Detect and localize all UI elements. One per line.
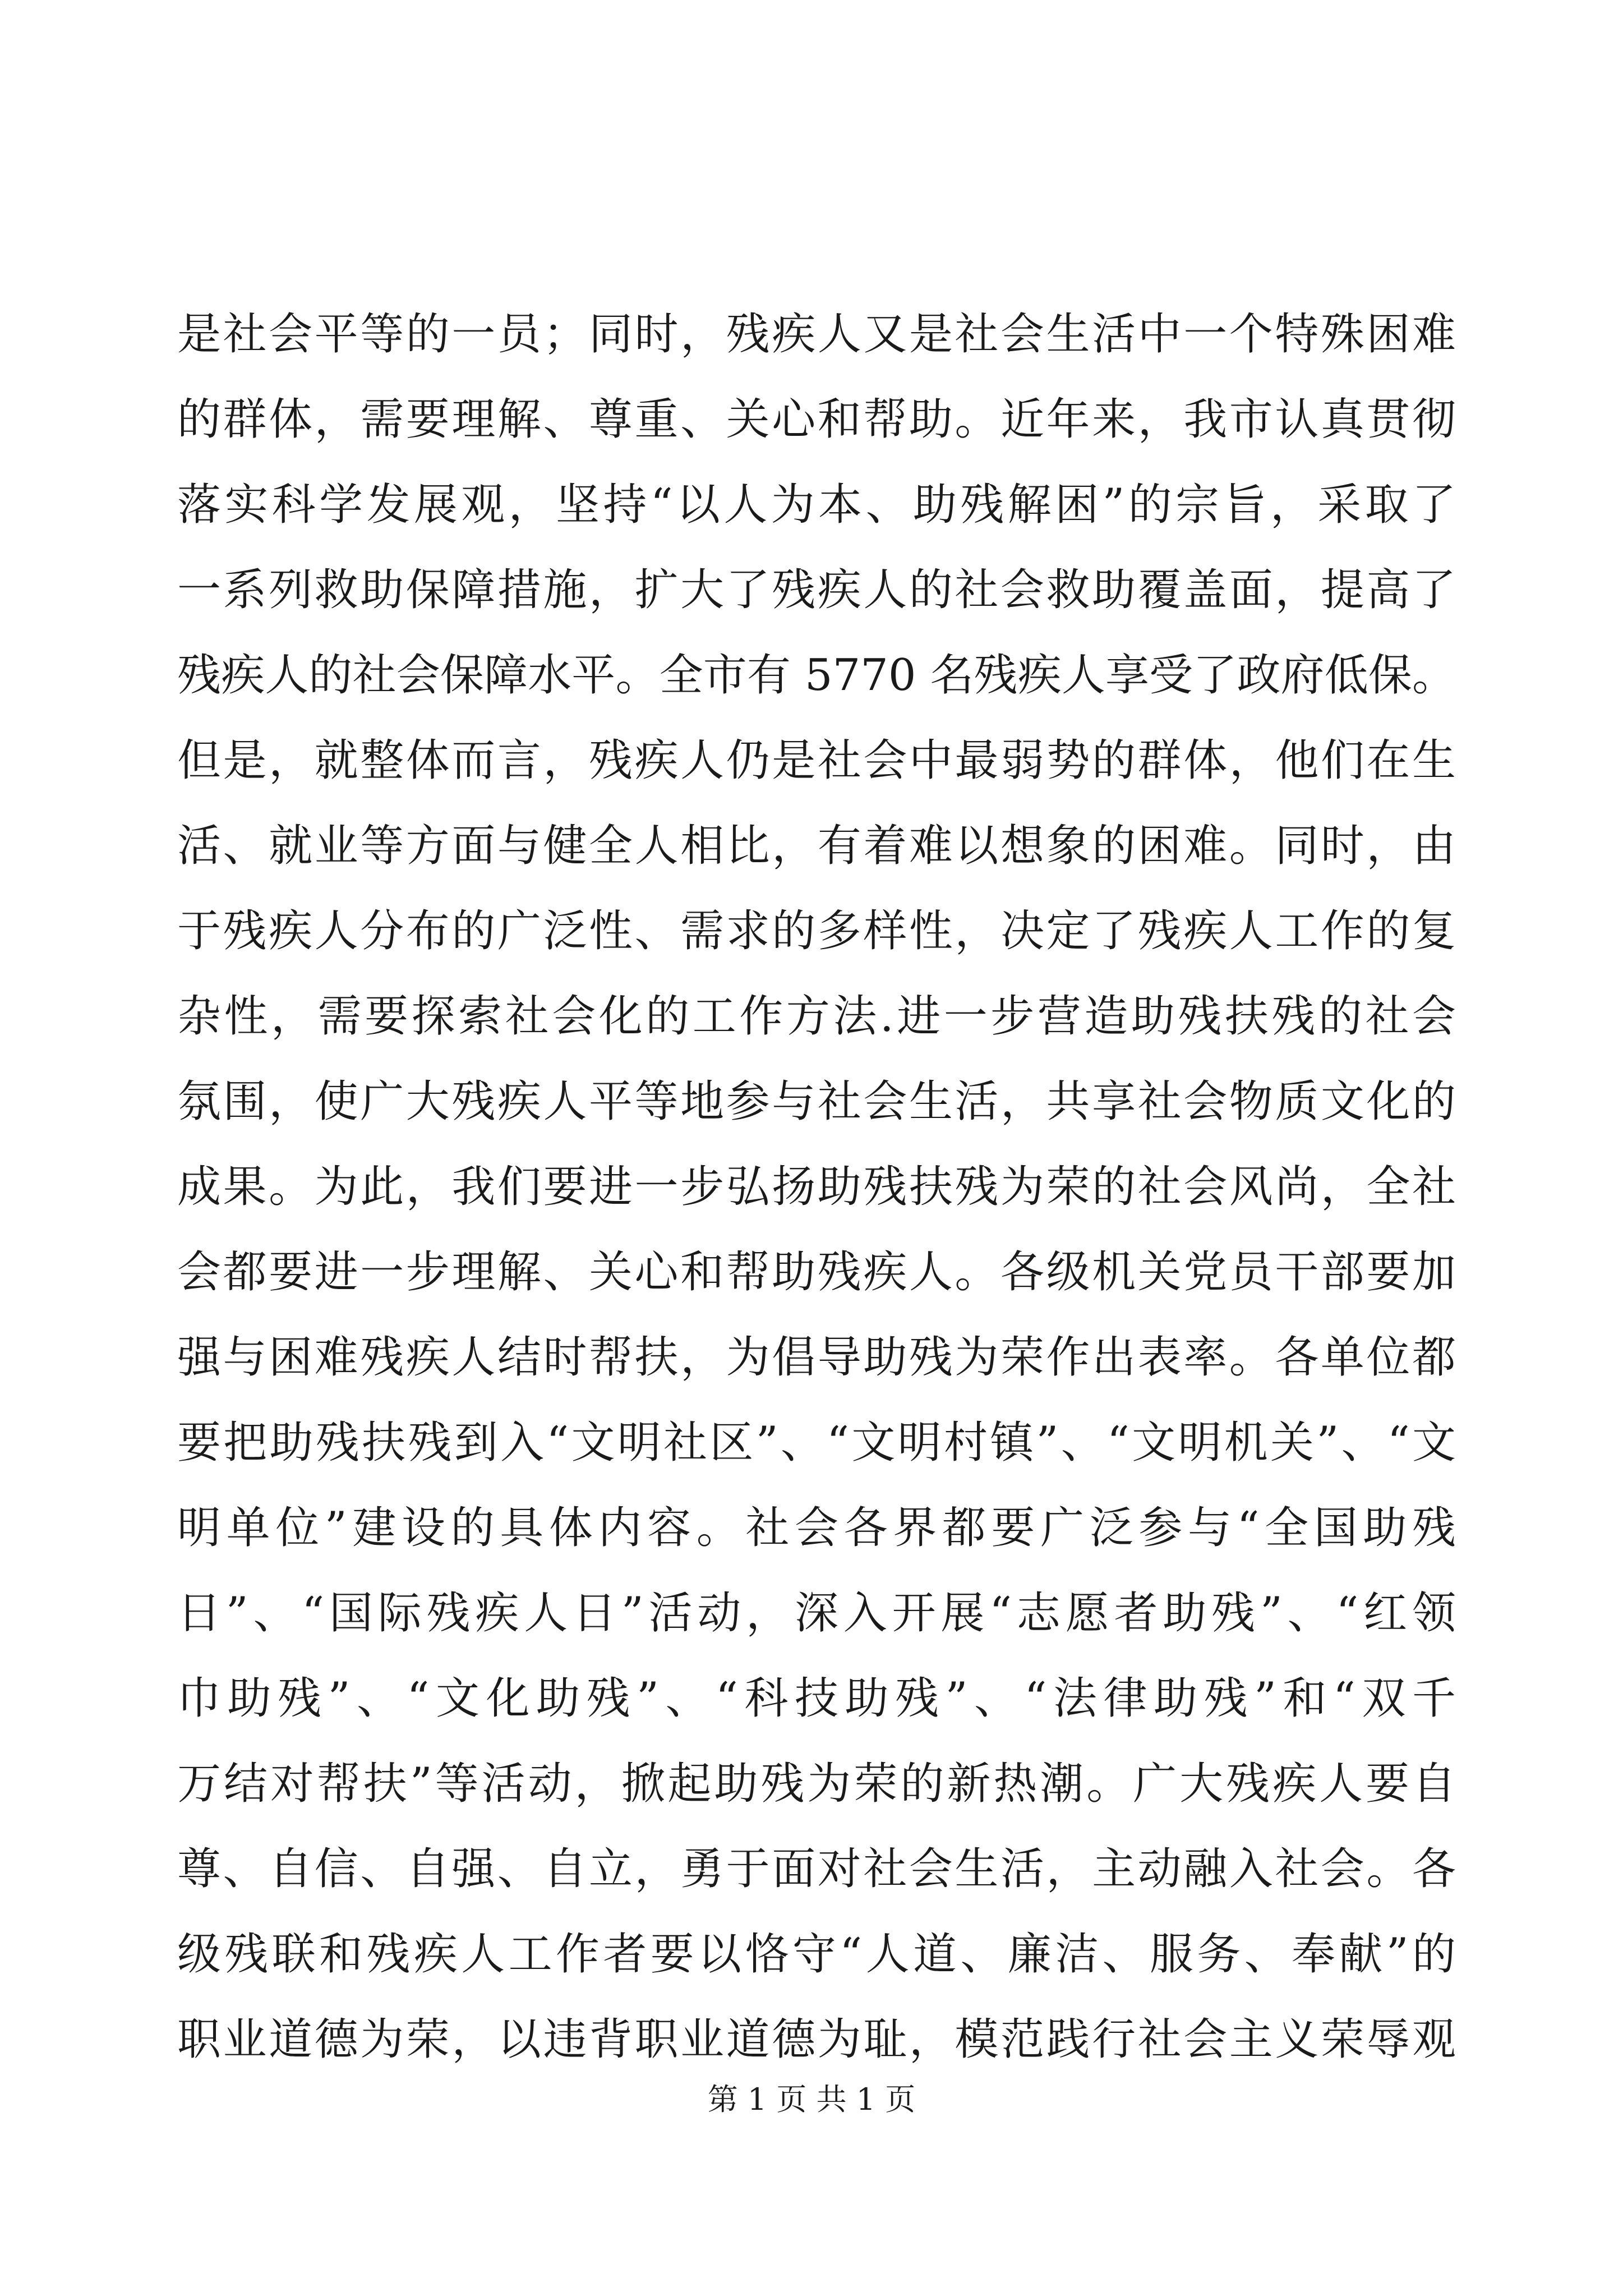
page-number-footer: 第 1 页 共 1 页 xyxy=(707,2082,916,2117)
text-line: 成果。为此，我们要进一步弘扬助残扶残为荣的社会风尚，全社 xyxy=(177,1162,1456,1212)
text-line: 万结对帮扶”等活动，掀起助残为荣的新热潮。广大残疾人要自 xyxy=(177,1759,1456,1809)
text-line: 日”、“国际残疾人日”活动，深入开展“志愿者助残”、“红领 xyxy=(177,1588,1456,1639)
text-line: 杂性，需要探索社会化的工作方法.进一步营造助残扶残的社会 xyxy=(177,991,1456,1042)
text-line: 会都要进一步理解、关心和帮助残疾人。各级机关党员干部要加 xyxy=(177,1247,1456,1297)
text-line: 落实科学发展观，坚持“以人为本、助残解困”的宗旨，采取了 xyxy=(177,480,1456,530)
text-line: 明单位”建设的具体内容。社会各界都要广泛参与“全国助残 xyxy=(177,1503,1456,1553)
text-line: 于残疾人分布的广泛性、需求的多样性，决定了残疾人工作的复 xyxy=(177,906,1456,956)
text-line: 活、就业等方面与健全人相比，有着难以想象的困难。同时，由 xyxy=(177,821,1456,871)
text-line: 的群体，需要理解、尊重、关心和帮助。近年来，我市认真贯彻 xyxy=(177,394,1456,445)
text-line: 一系列救助保障措施，扩大了残疾人的社会救助覆盖面，提高了 xyxy=(177,565,1456,615)
text-line: 但是，就整体而言，残疾人仍是社会中最弱势的群体，他们在生 xyxy=(177,735,1456,786)
text-line: 巾助残”、“文化助残”、“科技助残”、“法律助残”和“双千 xyxy=(177,1673,1456,1724)
text-line: 级残联和残疾人工作者要以恪守“人道、廉洁、服务、奉献”的 xyxy=(177,1929,1456,1980)
text-line: 氛围，使广大残疾人平等地参与社会生活，共享社会物质文化的 xyxy=(177,1076,1456,1127)
text-line: 强与困难残疾人结时帮扶，为倡导助残为荣作出表率。各单位都 xyxy=(177,1332,1456,1383)
text-line: 要把助残扶残到入“文明社区”、“文明村镇”、“文明机关”、“文 xyxy=(177,1418,1456,1468)
text-line: 职业道德为荣，以违背职业道德为耻，模范践行社会主义荣辱观 xyxy=(177,2014,1456,2065)
text-line: 尊、自信、自强、自立，勇于面对社会生活，主动融入社会。各 xyxy=(177,1844,1456,1894)
text-line: 是社会平等的一员；同时，残疾人又是社会生活中一个特殊困难 xyxy=(177,309,1456,360)
text-line: 残疾人的社会保障水平。全市有 5770 名残疾人享受了政府低保。 xyxy=(177,650,1456,701)
body-text xyxy=(177,292,1456,2082)
